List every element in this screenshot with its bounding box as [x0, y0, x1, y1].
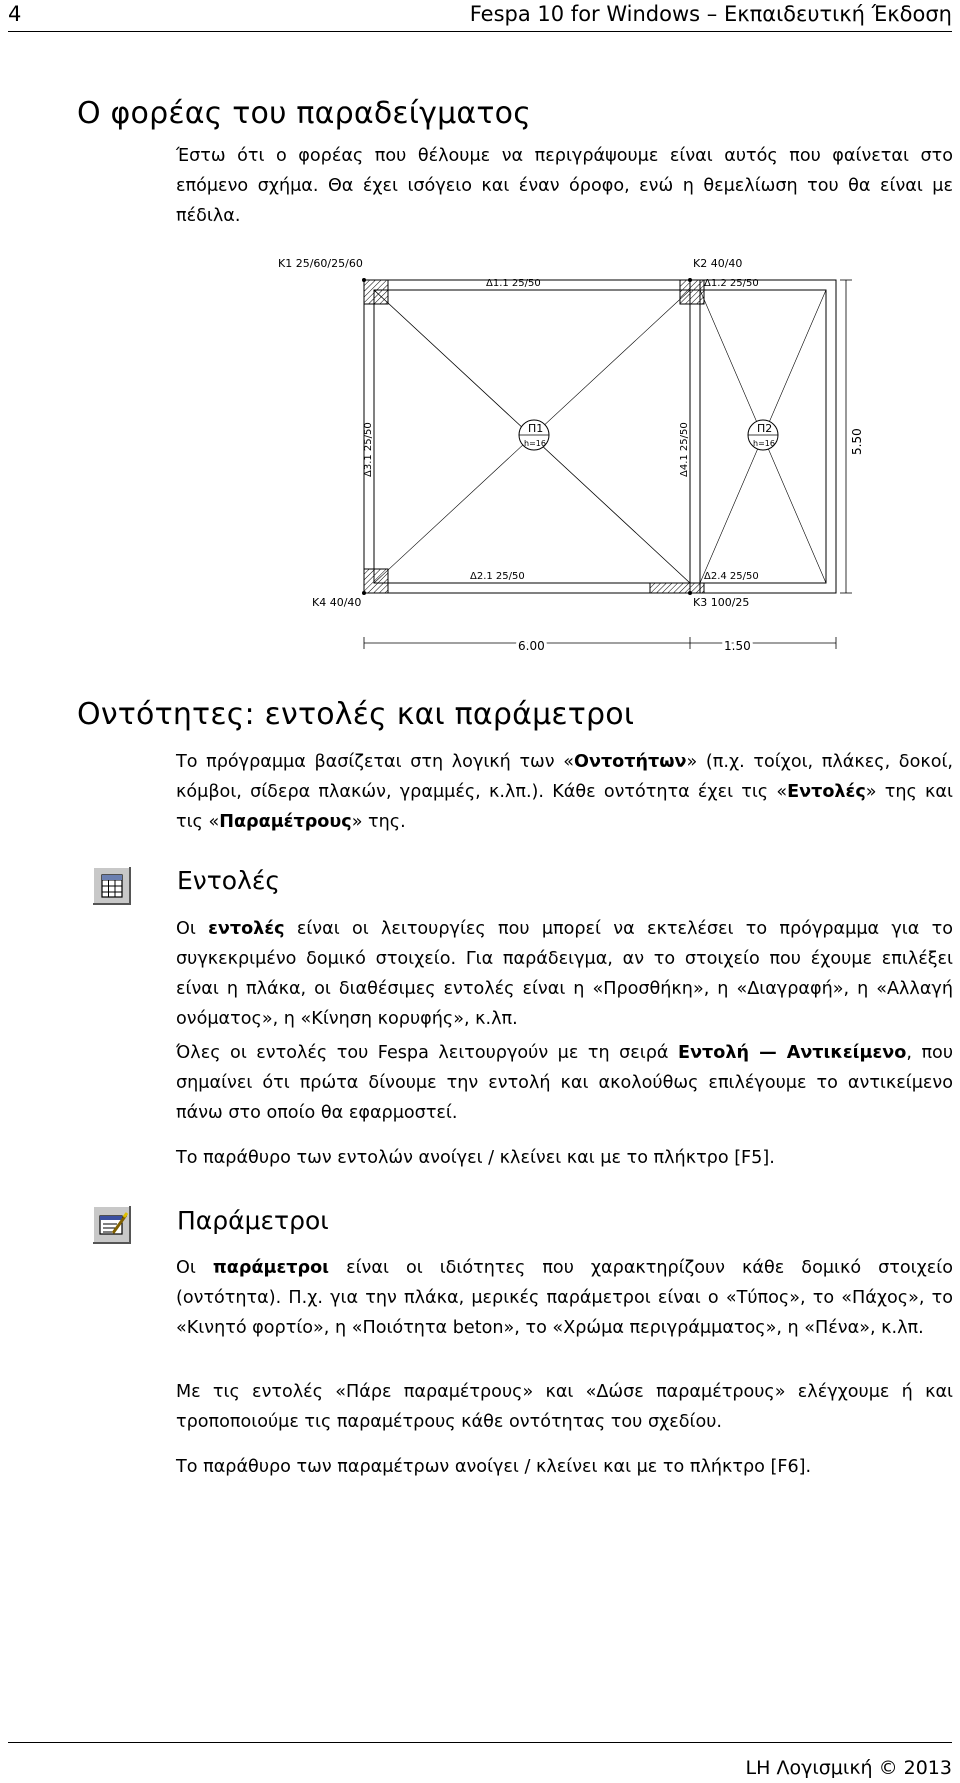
- header-rule: [8, 31, 952, 32]
- beam-d24-label: Δ2.4 25/50: [704, 571, 759, 582]
- commands-paragraph-1: Οι εντολές είναι οι λειτουργίες που μπορεί να εκτελέσει το πρόγραμμα για το συγκεκριμένο δομικό στοιχείο. Για παράδειγμα, αν το στοιχείο που έχουμε επιλέξει είναι η πλάκα, οι διαθέσιμες εντολές είναι η «Προσθήκη», η «Διαγραφή», η «Αλλαγή ονόματος», η «Κίνηση κορυφής», κ.λπ.: [176, 919, 953, 1029]
- beam-d41-label: Δ4.1 25/50: [679, 422, 690, 477]
- slab-p2-label: Π2: [757, 422, 773, 435]
- footer-rule: [8, 1742, 952, 1743]
- column-k1-label: Κ1 25/60/25/60: [278, 257, 363, 270]
- entities-paragraph: Το πρόγραμμα βασίζεται στη λογική των «Οντοτήτων» (π.χ. τοίχοι, πλάκες, δοκοί, κόμβοι, σίδερα πλακών, γραμμές, κ.λπ.). Κάθε οντότητα έχει τις «Εντολές» της και τις «Παραμέτρους» της.: [176, 752, 954, 832]
- column-k4-hatch: [364, 569, 388, 593]
- beam-d12-label: Δ1.2 25/50: [704, 278, 759, 289]
- column-k4-label: Κ4 40/40: [312, 596, 362, 609]
- edit-form-icon: [93, 1206, 131, 1244]
- beam-d21-label: Δ2.1 25/50: [470, 571, 525, 582]
- parameters-paragraph-2: Με τις εντολές «Πάρε παραμέτρους» και «Δώσε παραμέτρους» ελέγχουμε ή και τροποποιούμε τις παραμέτρους κάθε οντότητας του σχεδίου.: [176, 1382, 953, 1432]
- dimension-width2-label: 1.50: [724, 639, 751, 653]
- slab-p2-thickness: h=16: [753, 439, 775, 448]
- commands-paragraph-2: Όλες οι εντολές του Fespa λειτουργούν με τη σειρά Εντολή — Αντικείμενο, που σημαίνει ότι πρώτα δίνουμε την εντολή και ακολούθως επιλέγουμε το αντικείμενο πάνω στο οποίο θα εφαρμοστεί.: [176, 1043, 954, 1123]
- section-heading-entities: Οντότητες: εντολές και παράμετροι: [77, 697, 635, 732]
- commands-paragraph-3: Το παράθυρο των εντολών ανοίγει / κλείνει και με το πλήκτρο [F5].: [176, 1148, 775, 1168]
- beam-d31-label: Δ3.1 25/50: [363, 422, 374, 477]
- section-heading-example-structure: Ο φορέας του παραδείγματος: [77, 96, 531, 131]
- grid-icon: [93, 867, 131, 905]
- beam-d11-label: Δ1.1 25/50: [486, 278, 541, 289]
- column-k2-hatch: [680, 280, 704, 304]
- subsection-heading-parameters: Παράμετροι: [177, 1206, 329, 1235]
- dimension-width1-label: 6.00: [518, 639, 545, 653]
- intro-paragraph: Έστω ότι ο φορέας που θέλουμε να περιγράψουμε είναι αυτός που φαίνεται στο επόμενο σχήμα. Θα έχει ισόγειο και έναν όροφο, ενώ η θεμελίωση του θα είναι με πέδιλα.: [176, 146, 953, 226]
- running-header-title: Fespa 10 for Windows – Εκπαιδευτική Έκδοση: [469, 2, 952, 26]
- page-number: 4: [8, 2, 22, 26]
- node-k2: [688, 278, 692, 282]
- node-k4: [362, 591, 366, 595]
- parameters-paragraph-1: Οι παράμετροι είναι οι ιδιότητες που χαρακτηρίζουν κάθε δομικό στοιχείο (οντότητα). Π.χ. για την πλάκα, μερικές παράμετροι είναι ο «Τύπος», το «Πάχος», το «Κινητό φορτίο», η «Ποιότητα beton», το «Χρώμα περιγράμματος», η «Πένα», κ.λπ.: [176, 1258, 953, 1338]
- subsection-heading-commands: Εντολές: [177, 866, 281, 895]
- footer-copyright: LH Λογισμική © 2013: [745, 1757, 952, 1779]
- column-k3-hatch: [650, 583, 704, 593]
- node-k3: [688, 591, 692, 595]
- slab-p1-thickness: h=16: [524, 439, 546, 448]
- structural-plan-drawing: [270, 255, 870, 655]
- parameters-paragraph-3: Το παράθυρο των παραμέτρων ανοίγει / κλείνει και με το πλήκτρο [F6].: [176, 1457, 812, 1477]
- dimension-height-label: 5.50: [850, 428, 864, 455]
- column-k3-label: Κ3 100/25: [693, 596, 750, 609]
- slab-p1-label: Π1: [528, 422, 544, 435]
- column-k2-label: Κ2 40/40: [693, 257, 743, 270]
- column-k1-hatch: [364, 280, 388, 304]
- node-k1: [362, 278, 366, 282]
